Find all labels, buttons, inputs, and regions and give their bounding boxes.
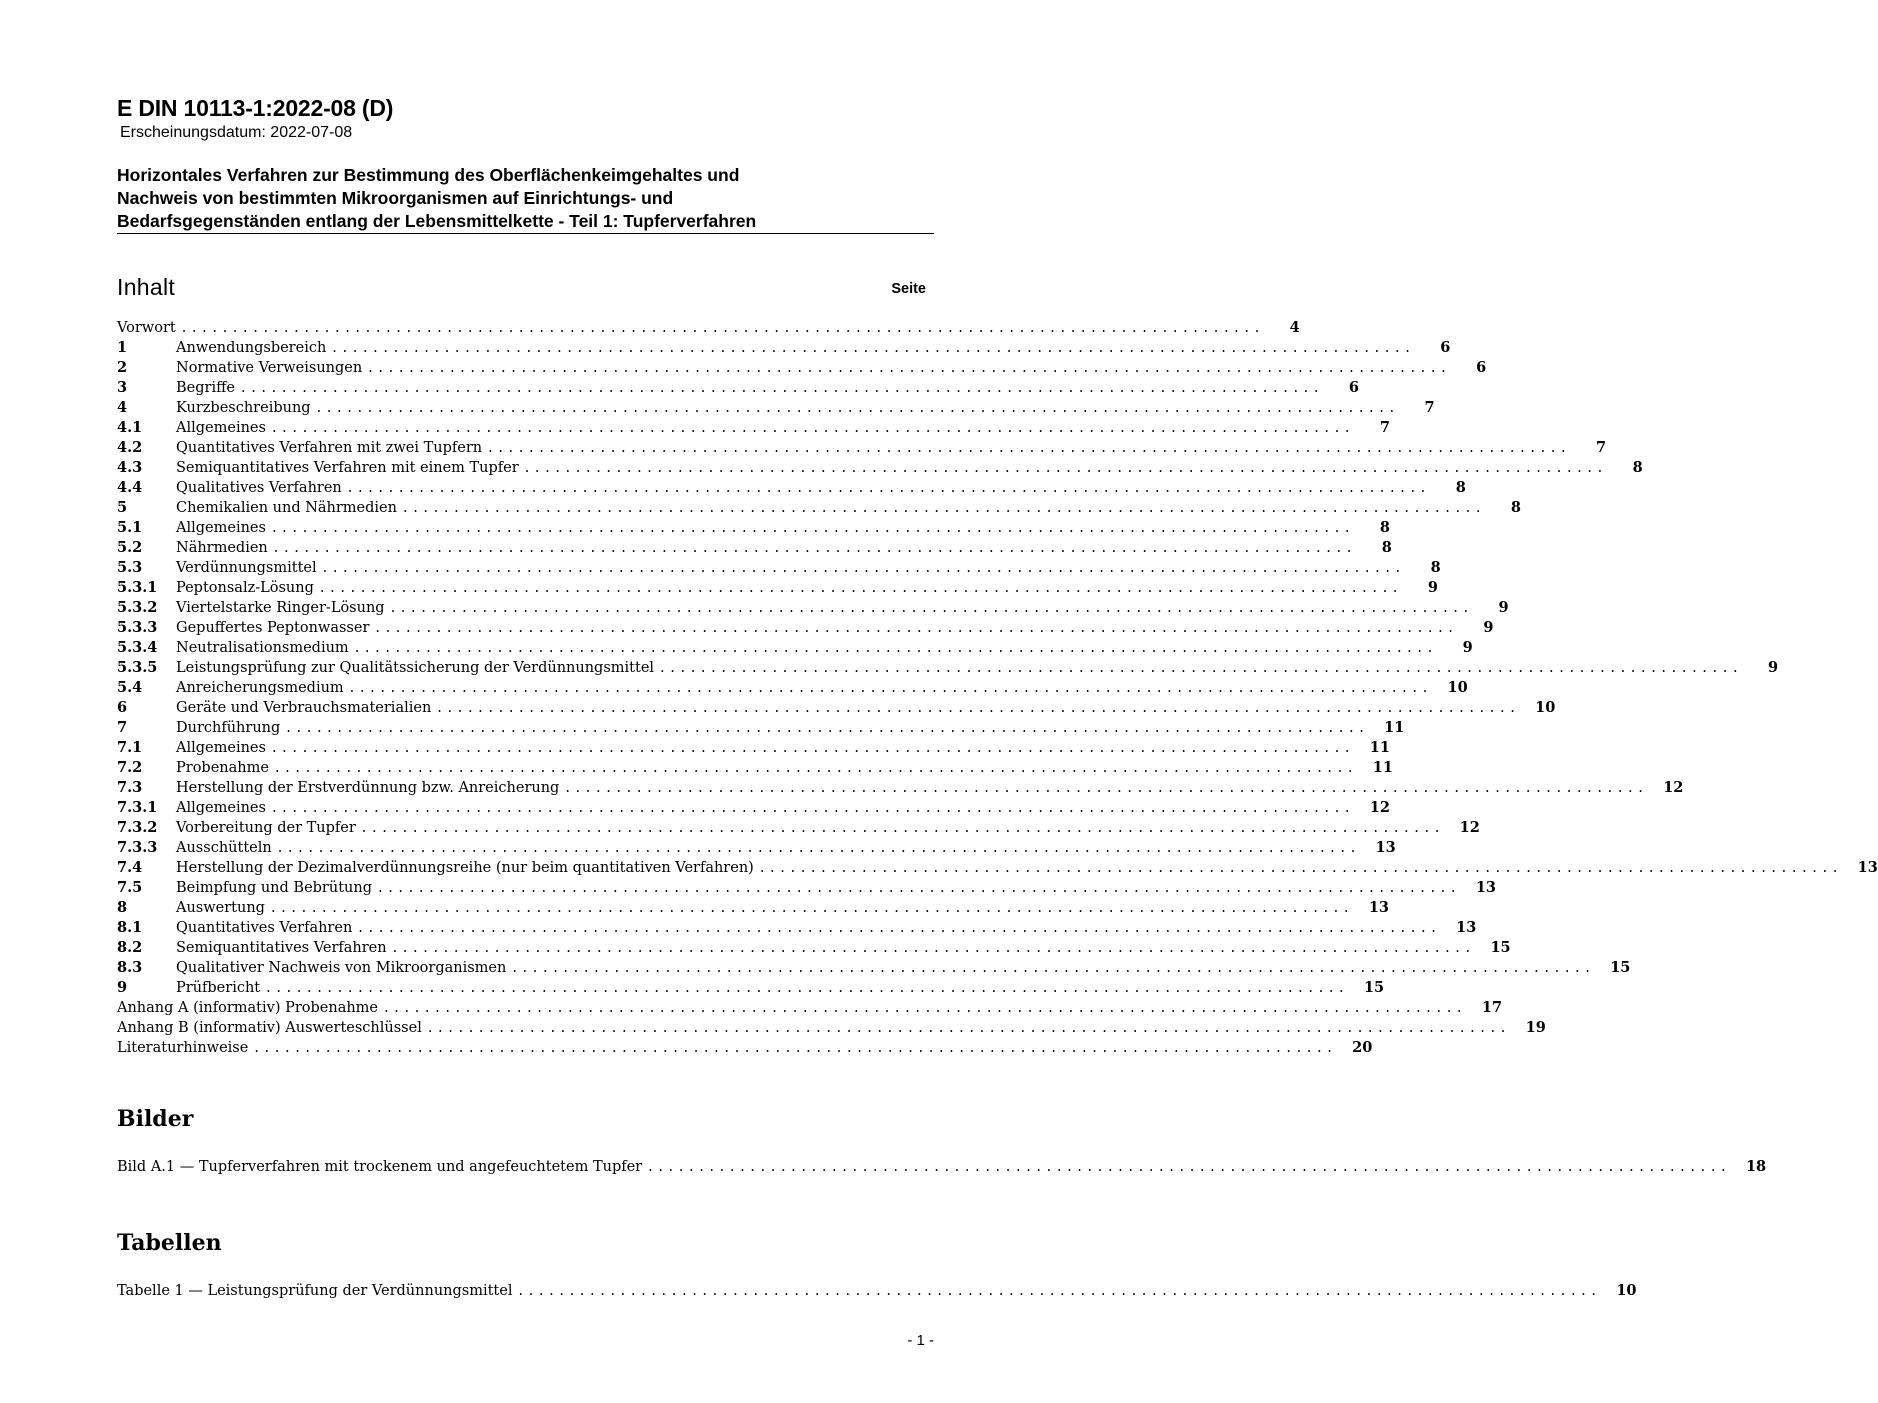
dot-leader [648,1157,1726,1177]
toc-entry-label: Probenahme [176,760,269,776]
toc-entry[interactable] [117,1038,1373,1058]
dot-leader [375,618,1453,638]
toc-entry-label: Anreicherungsmedium [176,680,344,696]
toc-entry-number: 5.3.2 [117,599,158,616]
toc-entry-label: Allgemeines [176,420,266,436]
list-of-figures [117,1157,1767,1177]
page-number: - 1 - [907,1332,934,1349]
dot-leader [272,798,1350,818]
toc-entry[interactable] [117,338,1451,358]
toc-entry-page: 13 [1475,879,1497,896]
dot-leader [525,458,1603,478]
toc-entry-label: Beimpfung und Bebrütung [176,880,372,896]
toc-entry[interactable] [117,438,1607,458]
toc-entry-number: 8.2 [117,939,143,956]
toc-entry-label: Quantitatives Verfahren mit zwei Tupfern [176,440,483,456]
toc-entry-number: 7.5 [117,879,143,896]
toc-entry-number: 7.2 [117,759,143,776]
toc-entry-number: 5.3.4 [117,639,158,656]
toc-entry-number: 3 [117,379,128,396]
toc-entry-label: Qualitatives Verfahren [176,480,342,496]
toc-entry-page: 12 [1459,819,1480,836]
toc-entry[interactable] [117,698,1556,718]
toc-entry-number: 7.1 [117,739,143,756]
dot-leader [271,898,1349,918]
toc-entry-page: 6 [1348,379,1360,396]
toc-entry-page: 9 [1767,659,1779,676]
toc-entry[interactable] [117,378,1360,398]
toc-entry-label: Vorbereitung der Tupfer [176,820,356,836]
toc-entry-number: 5.2 [117,539,143,556]
toc-entry-page: 15 [1490,939,1511,956]
toc-entry-page: 11 [1384,719,1405,736]
toc-entry-label: Begriffe [176,380,235,396]
toc-entry[interactable] [117,598,1509,618]
dot-leader [403,498,1481,518]
tables-heading: Tabellen [117,1230,222,1256]
toc-entry-page: 7 [1596,439,1607,456]
toc-entry-page: 11 [1369,739,1390,756]
toc-entry[interactable] [117,318,1300,338]
toc-entry-label: Anwendungsbereich [176,340,327,356]
dot-leader [348,478,1426,498]
toc-entry-number: 7 [117,719,128,736]
dot-leader [760,858,1838,878]
toc-entry-number: 6 [117,699,128,716]
toc-entry-label: Chemikalien und Nährmedien [176,500,397,516]
contents-heading: Inhalt [117,274,176,300]
dot-leader [332,338,1410,358]
toc-entry[interactable] [117,898,1389,918]
dot-leader [393,938,1471,958]
toc-entry-page: 12 [1369,799,1390,816]
toc-entry-number: 5.3 [117,559,143,576]
toc-entry-number: 7.3.3 [117,839,158,856]
dot-leader [391,598,1469,618]
toc-entry-number: 5.3.1 [117,579,158,596]
dot-leader [182,318,1260,338]
toc-entry-number: 5.3.5 [117,659,158,676]
dot-leader [254,1038,1332,1058]
document-id: E DIN 10113-1:2022-08 (D) [117,95,394,121]
toc-entry[interactable] [117,758,1393,778]
toc-entry-page: 15 [1363,979,1385,996]
toc-entry-page: 8 [1430,559,1441,576]
toc-entry[interactable] [117,658,1779,678]
toc-entry-label: Normative Verweisungen [176,360,363,376]
toc-entry-number: 7.3 [117,779,143,796]
toc-entry-label: Allgemeines [176,520,266,536]
toc-entry-number: 8.3 [117,959,143,976]
dot-leader [320,578,1398,598]
toc-entry-page: 7 [1379,419,1390,436]
toc-entry-page: 8 [1455,479,1466,496]
toc-entry-label: Qualitativer Nachweis von Mikroorganismen [176,960,507,976]
figures-heading: Bilder [117,1106,194,1132]
list-of-tables [117,1281,1637,1301]
toc-entry-number: 4.4 [117,479,143,496]
table-entry[interactable] [117,1281,1637,1301]
toc-entry-label: Semiquantitatives Verfahren [176,940,387,956]
toc-entry-number: 5 [117,499,128,516]
toc-entry-number: 7.4 [117,859,143,876]
toc-entry-page: 10 [1447,679,1468,696]
toc-entry-label: Prüfbericht [176,980,261,996]
toc-entry-number: 5.1 [117,519,143,536]
toc-entry[interactable] [117,718,1405,738]
toc-entry-page: 7 [1424,399,1435,416]
toc-entry[interactable] [117,398,1435,418]
toc-entry[interactable] [117,818,1480,838]
toc-entry-label: Anhang A (informativ) Probenahme [117,1000,379,1016]
dot-leader [241,378,1319,398]
toc-entry[interactable] [117,958,1631,978]
toc-entry-label: Kurzbeschreibung [176,400,311,416]
toc-entry[interactable] [117,978,1385,998]
toc-entry-page: 9 [1483,619,1494,636]
dot-leader [272,518,1350,538]
toc-entry-label: Geräte und Verbrauchsmaterialien [176,700,432,716]
document-title [117,164,932,233]
toc-entry-number: 2 [117,359,128,376]
toc-entry-page: 9 [1462,639,1473,656]
toc-entry[interactable] [117,358,1487,378]
toc-entry-number: 5.3.3 [117,619,158,636]
toc-entry-number: 7.3.1 [117,799,158,816]
toc-entry-label: Quantitatives Verfahren [176,920,353,936]
toc-entry[interactable] [117,798,1390,818]
toc-entry[interactable] [117,678,1468,698]
toc-entry-label: Verdünnungsmittel [176,560,317,576]
toc-entry[interactable] [117,838,1396,858]
toc-entry-page: 4 [1289,319,1300,336]
toc-entry[interactable] [117,858,1878,878]
toc-entry[interactable] [117,778,1684,798]
toc-entry-label: Auswertung [176,900,265,916]
toc-entry-label: Herstellung der Erstverdünnung bzw. Anreicherung [176,780,560,796]
toc-entry[interactable] [117,578,1438,598]
toc-entry[interactable] [117,998,1503,1018]
toc-entry-number: 5.4 [117,679,143,696]
dot-leader [266,978,1344,998]
toc-entry-page: 10 [1535,699,1556,716]
toc-entry-label: Peptonsalz-Lösung [176,580,314,596]
toc-entry-label: Allgemeines [176,800,266,816]
dot-leader [437,698,1515,718]
entry-label: Tabelle 1 — Leistungsprüfung der Verdünnungsmittel [117,1283,513,1299]
toc-entry-label: Neutralisationsmedium [176,640,349,656]
dot-leader [278,838,1356,858]
toc-entry-label: Ausschütteln [176,840,272,856]
toc-entry[interactable] [117,638,1473,658]
toc-entry-label: Herstellung der Dezimalverdünnungsreihe (nur beim quantitativen Verfahren) [176,860,754,876]
toc-entry-label: Leistungsprüfung zur Qualitätssicherung der Verdünnungsmittel [176,660,655,676]
title-line: Horizontales Verfahren zur Bestimmung des Oberflächenkeimgehaltes und [117,165,740,185]
dot-leader [660,658,1738,678]
dot-leader [286,718,1364,738]
entry-label: Bild A.1 — Tupferverfahren mit trockenem und angefeuchtetem Tupfer [117,1159,643,1175]
title-underline [117,233,934,234]
toc-entry-page: 9 [1498,599,1509,616]
toc-entry-label: Semiquantitatives Verfahren mit einem Tupfer [176,460,519,476]
toc-entry[interactable] [117,938,1511,958]
toc-entry[interactable] [117,518,1390,538]
dot-leader [384,998,1462,1018]
toc-entry-number: 4.1 [117,419,143,436]
dot-leader [428,1018,1506,1038]
page-column-label: Seite [891,281,926,297]
toc-entry-page: 8 [1632,459,1643,476]
toc-entry-page: 6 [1440,339,1451,356]
toc-entry[interactable] [117,1018,1546,1038]
toc-entry-number: 4 [117,399,128,416]
title-line: Nachweis von bestimmten Mikroorganismen auf Einrichtungs- und [117,188,674,208]
toc-entry-page: 13 [1857,859,1878,876]
toc-entry-page: 8 [1379,519,1390,536]
toc-entry[interactable] [117,478,1466,498]
toc-entry-number: 9 [117,979,128,996]
toc-entry-page: 9 [1427,579,1438,596]
dot-leader [378,878,1456,898]
toc-entry[interactable] [117,738,1390,758]
dot-leader [272,738,1350,758]
toc-entry-label: Gepuffertes Peptonwasser [176,620,370,636]
dot-leader [362,818,1440,838]
toc-entry-number: 1 [117,339,128,356]
toc-entry-page: 17 [1481,999,1503,1016]
dot-leader [358,918,1436,938]
toc-entry-page: 13 [1456,919,1477,936]
toc-entry[interactable] [117,918,1477,938]
toc-entry-page: 8 [1381,539,1392,556]
dot-leader [368,358,1446,378]
figure-entry[interactable] [117,1157,1767,1177]
title-line: Bedarfsgegenständen entlang der Lebensmittelkette - Teil 1: Tupferverfahren [117,211,757,231]
toc-entry-label: Viertelstarke Ringer-Lösung [176,600,385,616]
toc-entry-number: 8.1 [117,919,143,936]
dot-leader [317,398,1395,418]
toc-entry[interactable] [117,498,1522,518]
toc-entry-page: 8 [1510,499,1522,516]
toc-entry[interactable] [117,878,1497,898]
toc-entry-page: 6 [1476,359,1487,376]
toc-entry-page: 15 [1610,959,1631,976]
toc-entry[interactable] [117,418,1390,438]
toc-entry-page: 13 [1368,899,1389,916]
toc-entry-label: Allgemeines [176,740,266,756]
toc-entry-label: Literaturhinweise [117,1040,249,1056]
toc-entry-number: 4.2 [117,439,143,456]
toc-entry-label: Nährmedien [176,540,268,556]
dot-leader [275,758,1353,778]
dot-leader [274,538,1352,558]
toc-entry-label: Anhang B (informativ) Auswerteschlüssel [117,1020,422,1036]
entry-page: 18 [1745,1158,1767,1175]
dot-leader [512,958,1590,978]
toc-entry-page: 20 [1352,1039,1373,1056]
dot-leader [565,778,1643,798]
table-of-contents [117,318,1878,1058]
dot-leader [323,558,1401,578]
toc-entry-page: 13 [1375,839,1396,856]
toc-entry-label: Durchführung [176,720,281,736]
toc-entry[interactable] [117,558,1441,578]
dot-leader [518,1281,1596,1301]
toc-entry[interactable] [117,618,1494,638]
toc-entry-label: Vorwort [117,320,176,336]
toc-entry[interactable] [117,538,1392,558]
dot-leader [488,438,1566,458]
toc-entry-number: 7.3.2 [117,819,158,836]
publication-date: Erscheinungsdatum: 2022-07-08 [120,124,353,141]
toc-entry-number: 4.3 [117,459,143,476]
toc-entry-page: 11 [1372,759,1393,776]
toc-entry-page: 12 [1663,779,1684,796]
dot-leader [272,418,1350,438]
dot-leader [350,678,1428,698]
entry-page: 10 [1616,1282,1637,1299]
dot-leader [355,638,1433,658]
toc-entry[interactable] [117,458,1643,478]
toc-entry-page: 19 [1525,1019,1546,1036]
toc-entry-number: 8 [117,899,128,916]
